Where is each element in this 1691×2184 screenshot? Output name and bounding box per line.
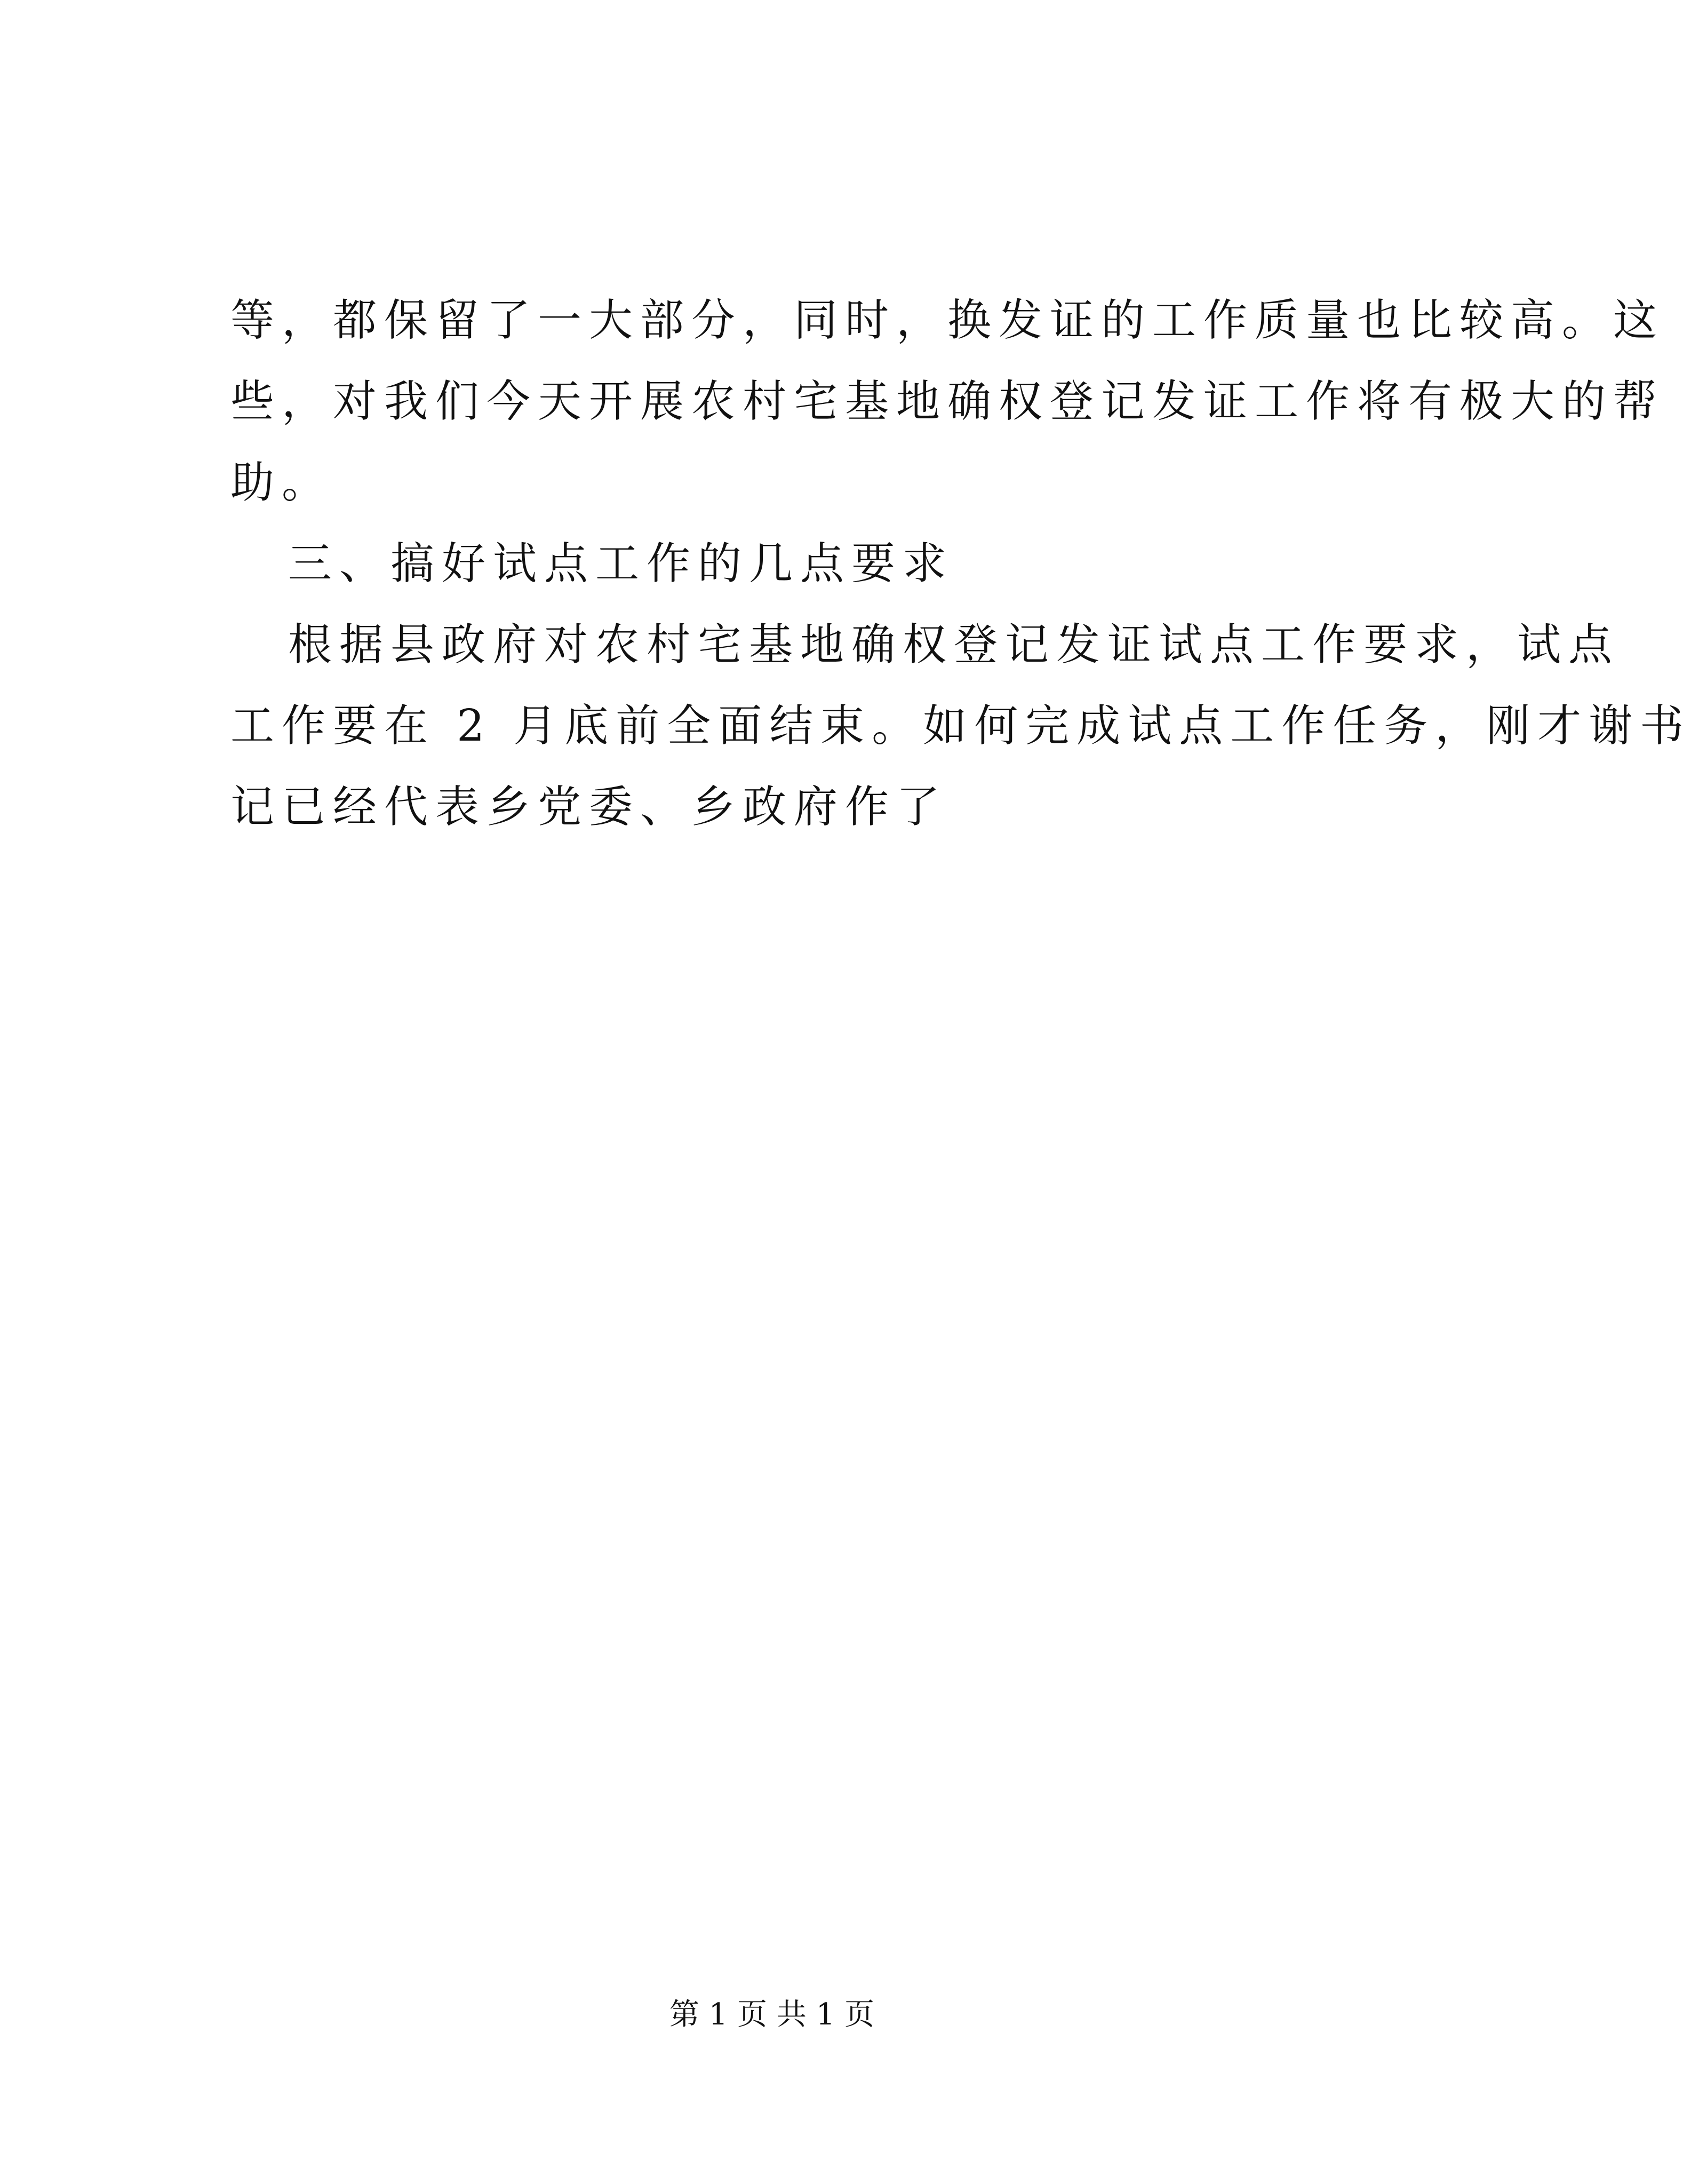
body-text-line-4: 根据县政府对农村宅基地确权登记发证试点工作要求，试点: [288, 620, 1620, 670]
body-text-line-3: 助。: [230, 457, 333, 508]
page-footer: 第 1 页 共 1 页: [669, 1997, 875, 2032]
body-text-line-5: 工作要在 2 月底前全面结束。如何完成试点工作任务，刚才谢书: [230, 701, 1691, 751]
body-text-line-1: 等，都保留了一大部分，同时，换发证的工作质量也比较高。这: [230, 295, 1665, 346]
section-heading: 三、搞好试点工作的几点要求: [288, 538, 954, 589]
body-text-line-6: 记已经代表乡党委、乡政府作了: [230, 782, 948, 832]
body-text-line-2: 些，对我们今天开展农村宅基地确权登记发证工作将有极大的帮: [230, 376, 1665, 427]
